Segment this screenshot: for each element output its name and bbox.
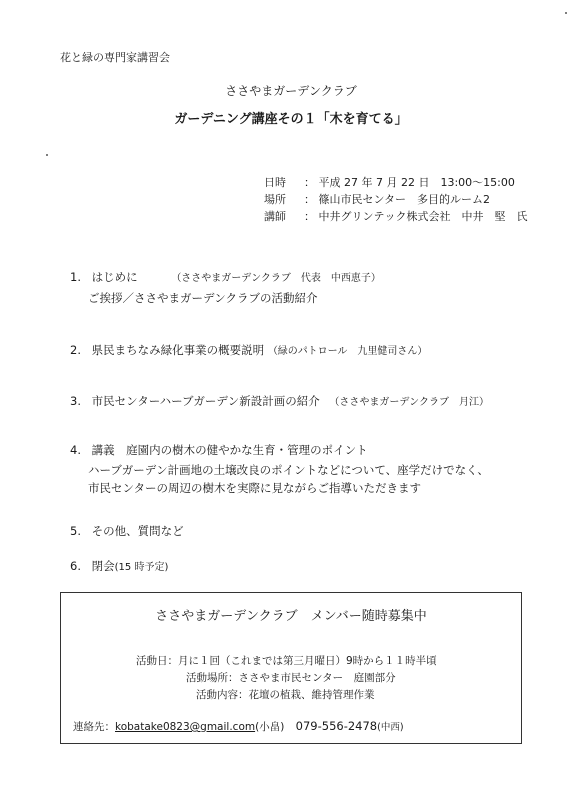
agenda-item-6 bbox=[70, 558, 168, 574]
contact-label: 連絡先： bbox=[73, 721, 115, 733]
agenda-item-4 bbox=[70, 442, 368, 458]
info-lecturer: 講師 ： 中井グリンテック株式会社 中井 堅 氏 bbox=[264, 210, 528, 223]
agenda-item-note: （ささやまガーデンクラブ 月江） bbox=[329, 397, 489, 408]
agenda-item-number: 3. bbox=[70, 394, 81, 408]
header-org: 花と緑の専門家講習会 bbox=[60, 51, 170, 64]
agenda-item-number: 6. bbox=[70, 559, 81, 573]
recruit-activity-content: 活動内容：花壇の植栽、維持管理作業 bbox=[196, 689, 375, 701]
contact-phone: 079-556-2478 bbox=[295, 719, 378, 733]
scan-speck bbox=[46, 154, 48, 156]
page-title: ガーデニング講座その１「木を育てる」 bbox=[174, 112, 408, 127]
agenda-item-text: その他、質問など bbox=[91, 524, 184, 538]
agenda-item-1-sub: ご挨拶／ささやまガーデンクラブの活動紹介 bbox=[88, 291, 318, 305]
agenda-item-number: 2. bbox=[70, 343, 81, 357]
agenda-item-text: 講義 庭園内の樹木の健やかな生育・管理のポイント bbox=[91, 443, 368, 457]
agenda-item-1 bbox=[70, 269, 381, 285]
info-date: 日時 ： 平成 27 年 7 月 22 日 13:00～15:00 bbox=[264, 176, 515, 189]
info-place: 場所 ： 篠山市民センター 多目的ルーム2 bbox=[264, 193, 491, 206]
agenda-item-note: （緑のパトロール 九里健司さん） bbox=[267, 346, 428, 357]
agenda-item-4-sub2: 市民センターの周辺の樹木を実際に見ながらご指導いただきます bbox=[88, 481, 422, 495]
recruit-title: ささやまガーデンクラブ メンバー随時募集中 bbox=[155, 609, 427, 624]
contact-person-2: (中西) bbox=[377, 722, 404, 733]
scan-speck bbox=[565, 12, 567, 14]
agenda-item-3 bbox=[70, 393, 489, 409]
info-place-label: 場所 bbox=[264, 193, 286, 206]
recruit-contact bbox=[73, 719, 404, 734]
agenda-item-number: 5. bbox=[70, 524, 81, 538]
agenda-item-2 bbox=[70, 342, 427, 358]
club-name: ささやまガーデンクラブ bbox=[225, 84, 357, 98]
recruit-box bbox=[60, 592, 522, 744]
info-place-value: 篠山市民センター 多目的ルーム2 bbox=[318, 193, 491, 206]
agenda-item-4-sub1: ハーブガーデン計画地の土壌改良のポイントなどについて、座学だけでなく、 bbox=[88, 463, 489, 477]
info-lecturer-label: 講師 bbox=[264, 210, 286, 223]
agenda-item-number: 4. bbox=[70, 443, 81, 457]
info-date-value: 平成 27 年 7 月 22 日 13:00～15:00 bbox=[318, 176, 515, 189]
contact-person-1: (小畠) bbox=[255, 721, 285, 733]
agenda-item-note: （ささやまガーデンクラブ 代表 中西恵子） bbox=[171, 273, 381, 284]
agenda-item-5 bbox=[70, 523, 184, 539]
agenda-item-number: 1. bbox=[70, 270, 81, 284]
agenda-item-text: 市民センターハーブガーデン新設計画の紹介 bbox=[91, 394, 320, 408]
contact-email-link[interactable]: kobatake0823@gmail.com bbox=[115, 721, 256, 733]
info-lecturer-value: 中井グリンテック株式会社 中井 堅 氏 bbox=[318, 210, 528, 223]
agenda-item-note: (15 時予定) bbox=[114, 562, 169, 573]
agenda-item-text: はじめに bbox=[91, 270, 138, 284]
recruit-activity-place: 活動場所：ささやま市民センター 庭園部分 bbox=[186, 672, 396, 684]
agenda-item-text: 閉会 bbox=[91, 559, 115, 573]
info-date-label: 日時 bbox=[264, 176, 286, 189]
recruit-activity-day: 活動日：月に１回（これまでは第三月曜日）9時から１１時半頃 bbox=[136, 655, 437, 667]
agenda-item-text: 県民まちなみ緑化事業の概要説明 bbox=[91, 343, 265, 357]
